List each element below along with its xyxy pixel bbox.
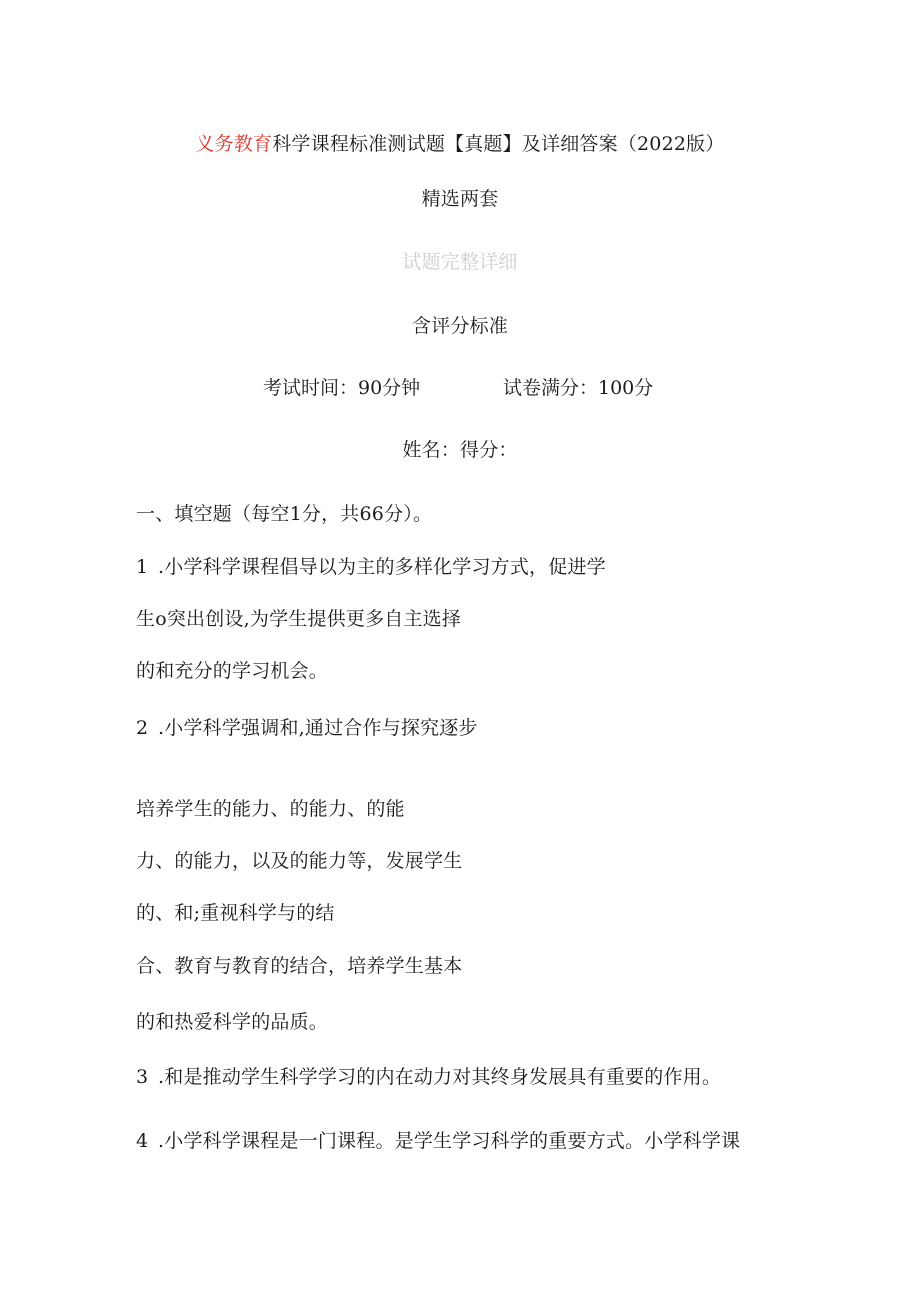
question-2-line-1: 2 .小学科学强调和,通过合作与探究逐步 [136, 717, 478, 739]
question-2-line-6: 的和热爱科学的品质。 [136, 1011, 329, 1033]
question-1-line-1: 1 .小学科学课程倡导以为主的多样化学习方式，促进学 [136, 556, 606, 578]
scoring-note: 含评分标准 [411, 315, 508, 337]
exam-full-score: 试卷满分：100分 [503, 377, 654, 399]
name-score-line: 姓名：得分： [402, 439, 518, 461]
exam-time: 考试时间：90分钟 [263, 377, 421, 399]
question-1-line-3: 的和充分的学习机会。 [136, 660, 329, 682]
question-1-line-2: 生o突出创设,为学生提供更多自主选择 [136, 608, 462, 630]
section-heading: 一、填空题（每空1分，共66分）。 [136, 503, 433, 525]
watermark-text: 试题完整详细 [402, 251, 518, 273]
question-2-line-3: 力、的能力，以及的能力等，发展学生 [136, 850, 463, 872]
question-2-line-4: 的、和;重视科学与的结 [136, 902, 335, 924]
document-title [0, 132, 920, 156]
question-number: 2 [136, 717, 149, 739]
title-highlight: 义务教育 [195, 133, 273, 155]
question-number: 4 [136, 1130, 149, 1152]
question-4-line-1: 4 .小学科学课程是一门课程。是学生学习科学的重要方式。小学科学课 [136, 1130, 741, 1152]
title-rest: 科学课程标准测试题【真题】及详细答案（2022版） [272, 133, 725, 155]
question-number: 3 [136, 1066, 149, 1088]
question-3-line-1: 3 .和是推动学生科学学习的内在动力对其终身发展具有重要的作用。 [136, 1066, 722, 1088]
subtitle: 精选两套 [421, 188, 499, 210]
question-number: 1 [136, 556, 149, 578]
question-2-line-5: 合、教育与教育的结合，培养学生基本 [136, 955, 463, 977]
question-2-line-2: 培养学生的能力、的能力、的能 [136, 798, 405, 820]
